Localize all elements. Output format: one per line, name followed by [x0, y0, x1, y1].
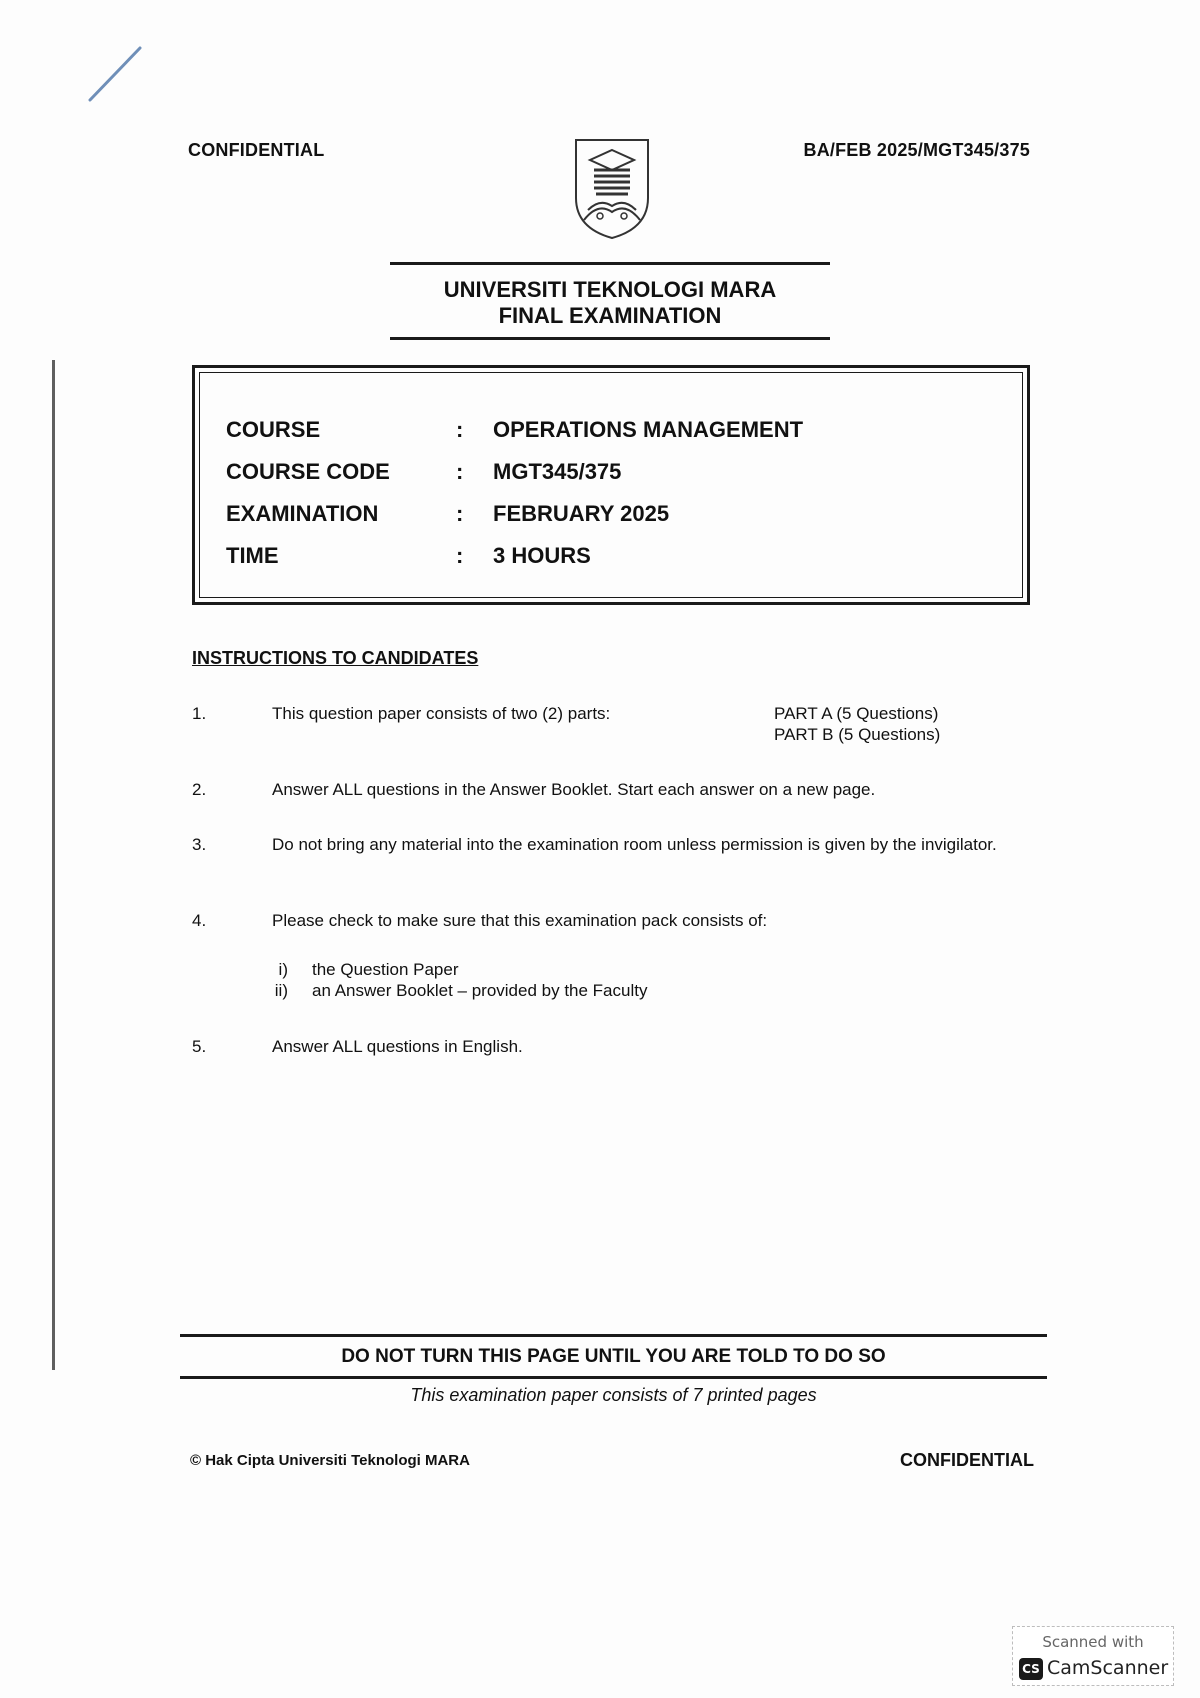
instruction-subitem [272, 959, 772, 980]
instruction-number: 4. [192, 911, 207, 930]
course-info-colon: : [456, 417, 464, 442]
course-info-box [192, 365, 1030, 605]
do-not-turn-warning: DO NOT TURN THIS PAGE UNTIL YOU ARE TOLD TO DO SO [341, 1346, 886, 1367]
instruction-text-row [272, 703, 1032, 744]
instruction-text: Answer ALL questions in English. [272, 1037, 523, 1056]
subitem-text: the Question Paper [312, 960, 459, 979]
instruction-number: 1. [192, 704, 207, 723]
university-title-block [390, 262, 830, 340]
course-info-box-inner [199, 372, 1023, 598]
course-info-row [226, 451, 803, 493]
exam-parts-list [774, 703, 940, 745]
exam-part-a: PART A (5 Questions) [774, 704, 939, 723]
instruction-subitem-list [272, 959, 772, 1001]
printed-pages-note: This examination paper consists of 7 printed pages [410, 1385, 817, 1405]
instruction-number: 2. [192, 780, 207, 799]
instruction-number: 3. [192, 835, 207, 854]
instructions-title: INSTRUCTIONS TO CANDIDATES [192, 648, 479, 668]
header-exam-code: BA/FEB 2025/MGT345/375 [803, 140, 1030, 160]
exam-title: FINAL EXAMINATION [498, 303, 722, 328]
course-info-table [226, 409, 803, 577]
subitem-number: ii) [274, 981, 288, 1000]
page-edge-shadow [52, 360, 55, 1370]
course-info-value: 3 HOURS [493, 543, 591, 568]
pen-stroke-mark [88, 44, 148, 104]
university-name: UNIVERSITI TEKNOLOGI MARA [443, 277, 777, 302]
scanned-with-label: Scanned with [1042, 1633, 1144, 1651]
instruction-subitem [272, 980, 772, 1001]
camscanner-name: CamScanner [1047, 1657, 1169, 1679]
instruction-number: 5. [192, 1037, 207, 1056]
subitem-text: an Answer Booklet – provided by the Faculty [312, 981, 648, 1000]
course-info-value: MGT345/375 [493, 459, 622, 484]
instruction-text: Answer ALL questions in the Answer Booklet. Start each answer on a new page. [272, 780, 876, 799]
course-info-label: TIME [226, 543, 279, 568]
course-info-row [226, 409, 803, 451]
university-title-text [390, 265, 830, 337]
instruction-text: Please check to make sure that this examination pack consists of: [272, 911, 768, 930]
header-confidential-label: CONFIDENTIAL [188, 140, 325, 160]
course-info-label: COURSE CODE [226, 459, 390, 484]
course-info-label: EXAMINATION [226, 501, 379, 526]
course-info-value: OPERATIONS MANAGEMENT [493, 417, 804, 442]
footer-block [180, 1334, 1047, 1406]
instruction-text: This question paper consists of two (2) parts: [272, 704, 611, 723]
course-info-label: COURSE [226, 417, 321, 442]
course-info-colon: : [456, 501, 464, 526]
course-info-colon: : [456, 459, 464, 484]
university-crest-icon [572, 136, 652, 240]
exam-part-b: PART B (5 Questions) [774, 725, 941, 744]
course-info-colon: : [456, 543, 464, 568]
course-info-row [226, 493, 803, 535]
instruction-text: Do not bring any material into the examination room unless permission is given by the invigilator. [272, 835, 997, 854]
footer-confidential-label: CONFIDENTIAL [900, 1450, 1034, 1470]
camscanner-logo-icon: CS [1019, 1658, 1043, 1680]
camscanner-badge [1012, 1626, 1174, 1686]
course-info-value: FEBRUARY 2025 [493, 501, 670, 526]
copyright-notice: © Hak Cipta Universiti Teknologi MARA [190, 1452, 470, 1469]
subitem-number: i) [278, 960, 288, 979]
title-bottom-rule [390, 337, 830, 340]
course-info-row [226, 535, 803, 577]
